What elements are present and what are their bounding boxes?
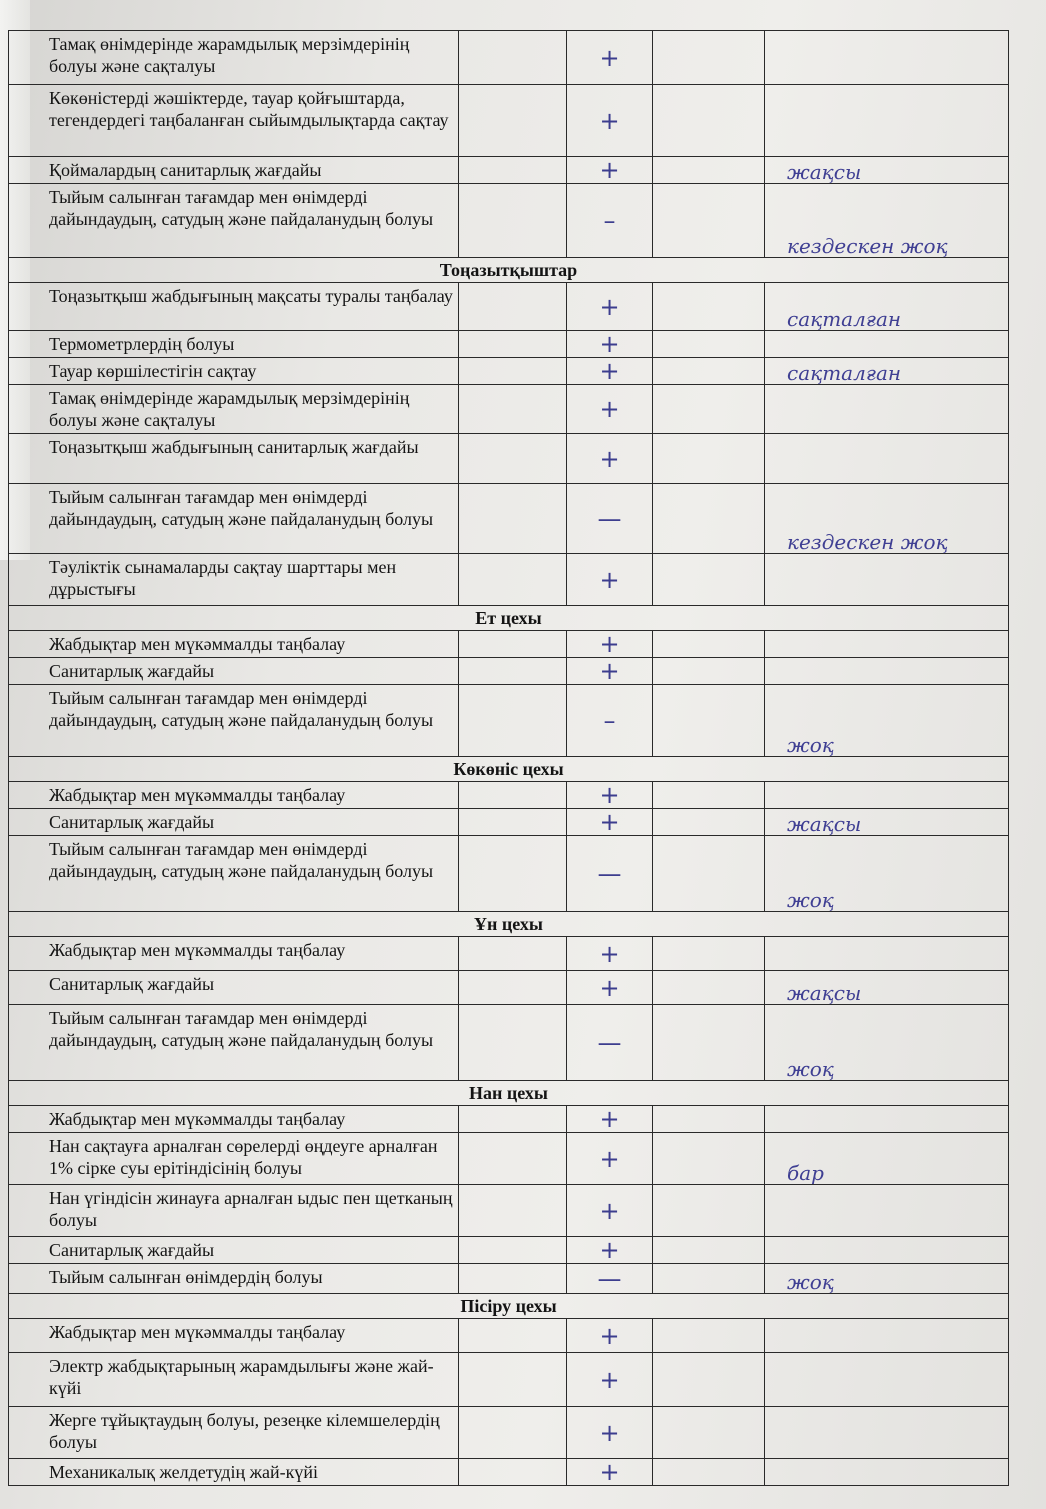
empty-cell (653, 1237, 765, 1264)
checklist-row (9, 782, 1009, 809)
criterion-text: Жабдықтар мен мүкәммалды таңбалау (9, 1106, 459, 1133)
compliance-mark: — (567, 836, 653, 912)
compliance-mark: + (567, 385, 653, 434)
checklist-row (9, 1133, 1009, 1185)
criterion-text: Тыйым салынған тағамдар мен өнімдерді дайындаудың, сатудың және пайдаланудың болуы (9, 484, 459, 554)
checklist-row (9, 484, 1009, 554)
checklist-row (9, 331, 1009, 358)
compliance-mark: + (567, 809, 653, 836)
empty-cell (459, 809, 567, 836)
criterion-text: Санитарлық жағдайы (9, 1237, 459, 1264)
handwritten-note (765, 937, 1009, 971)
criterion-text: Электр жабдықтарының жарамдылығы және жай-күйі (9, 1353, 459, 1407)
empty-cell (459, 358, 567, 385)
empty-cell (653, 484, 765, 554)
handwritten-note: жоқ (765, 1005, 1009, 1081)
handwritten-note: жақсы (765, 809, 1009, 836)
checklist-row (9, 631, 1009, 658)
handwritten-note: жақсы (765, 157, 1009, 184)
handwritten-note: сақталған (765, 358, 1009, 385)
section-title: Тоңазытқыштар (9, 258, 1009, 283)
section-title: Ет цехы (9, 606, 1009, 631)
section-title: Көкөніс цехы (9, 757, 1009, 782)
section-header-row (9, 606, 1009, 631)
empty-cell (459, 1459, 567, 1486)
handwritten-note (765, 1237, 1009, 1264)
empty-cell (653, 1185, 765, 1237)
empty-cell (653, 1005, 765, 1081)
empty-cell (459, 283, 567, 331)
empty-cell (459, 658, 567, 685)
checklist-row (9, 1106, 1009, 1133)
handwritten-note: бар (765, 1133, 1009, 1185)
criterion-text: Механикалық желдетудің жай-күйі (9, 1459, 459, 1486)
empty-cell (459, 31, 567, 85)
empty-cell (459, 782, 567, 809)
empty-cell (459, 484, 567, 554)
checklist-row (9, 283, 1009, 331)
empty-cell (459, 1237, 567, 1264)
handwritten-note: сақталған (765, 283, 1009, 331)
empty-cell (653, 31, 765, 85)
empty-cell (459, 937, 567, 971)
empty-cell (653, 1319, 765, 1353)
compliance-mark: + (567, 1459, 653, 1486)
checklist-row (9, 1185, 1009, 1237)
compliance-mark: + (567, 283, 653, 331)
section-header-row (9, 1294, 1009, 1319)
checklist-row (9, 809, 1009, 836)
compliance-mark: + (567, 631, 653, 658)
criterion-text: Санитарлық жағдайы (9, 809, 459, 836)
criterion-text: Санитарлық жағдайы (9, 971, 459, 1005)
handwritten-note: кездескен жоқ (765, 184, 1009, 258)
criterion-text: Тыйым салынған тағамдар мен өнімдерді дайындаудың, сатудың және пайдаланудың болуы (9, 184, 459, 258)
empty-cell (653, 385, 765, 434)
compliance-mark: — (567, 484, 653, 554)
section-header-row (9, 258, 1009, 283)
section-title: Пісіру цехы (9, 1294, 1009, 1319)
checklist-row (9, 1319, 1009, 1353)
empty-cell (653, 937, 765, 971)
empty-cell (459, 385, 567, 434)
compliance-mark: + (567, 782, 653, 809)
checklist-row (9, 85, 1009, 157)
empty-cell (459, 1407, 567, 1459)
criterion-text: Көкөністерді жәшіктерде, тауар қойғыштарда, тегендердегі таңбаланған сыйымдылықтарда сақтау (9, 85, 459, 157)
handwritten-note (765, 434, 1009, 484)
handwritten-note (765, 385, 1009, 434)
empty-cell (653, 631, 765, 658)
handwritten-note: кездескен жоқ (765, 484, 1009, 554)
criterion-text: Жабдықтар мен мүкәммалды таңбалау (9, 782, 459, 809)
compliance-mark: + (567, 937, 653, 971)
checklist-row (9, 1459, 1009, 1486)
section-header-row (9, 1081, 1009, 1106)
criterion-text: Санитарлық жағдайы (9, 658, 459, 685)
empty-cell (459, 685, 567, 757)
empty-cell (459, 1264, 567, 1294)
criterion-text: Тыйым салынған тағамдар мен өнімдерді дайындаудың, сатудың және пайдаланудың болуы (9, 685, 459, 757)
empty-cell (653, 157, 765, 184)
empty-cell (653, 1407, 765, 1459)
empty-cell (653, 434, 765, 484)
empty-cell (653, 836, 765, 912)
checklist-row (9, 1264, 1009, 1294)
empty-cell (653, 1353, 765, 1407)
handwritten-note (765, 1319, 1009, 1353)
criterion-text: Тамақ өнімдерінде жарамдылық мерзімдерінің болуы және сақталуы (9, 31, 459, 85)
empty-cell (459, 1106, 567, 1133)
checklist-row (9, 385, 1009, 434)
empty-cell (653, 782, 765, 809)
handwritten-note: жоқ (765, 685, 1009, 757)
empty-cell (653, 1133, 765, 1185)
compliance-mark: + (567, 554, 653, 606)
criterion-text: Тоңазытқыш жабдығының санитарлық жағдайы (9, 434, 459, 484)
empty-cell (459, 331, 567, 358)
compliance-mark: — (567, 1005, 653, 1081)
handwritten-note (765, 1106, 1009, 1133)
empty-cell (459, 554, 567, 606)
handwritten-note (765, 85, 1009, 157)
criterion-text: Тыйым салынған тағамдар мен өнімдерді дайындаудың, сатудың және пайдаланудың болуы (9, 1005, 459, 1081)
checklist-row (9, 31, 1009, 85)
criterion-text: Жабдықтар мен мүкәммалды таңбалау (9, 937, 459, 971)
compliance-mark: + (567, 1319, 653, 1353)
empty-cell (653, 971, 765, 1005)
checklist-row (9, 685, 1009, 757)
criterion-text: Тыйым салынған өнімдердің болуы (9, 1264, 459, 1294)
empty-cell (459, 1133, 567, 1185)
checklist-row (9, 658, 1009, 685)
empty-cell (653, 685, 765, 757)
criterion-text: Тауар көршілестігін сақтау (9, 358, 459, 385)
section-title: Нан цехы (9, 1081, 1009, 1106)
empty-cell (653, 1106, 765, 1133)
compliance-mark: – (567, 685, 653, 757)
checklist-row (9, 937, 1009, 971)
handwritten-note: жақсы (765, 971, 1009, 1005)
compliance-mark: + (567, 85, 653, 157)
compliance-mark: + (567, 1133, 653, 1185)
compliance-mark: + (567, 358, 653, 385)
criterion-text: Қоймалардың санитарлық жағдайы (9, 157, 459, 184)
checklist-row (9, 434, 1009, 484)
handwritten-note (765, 331, 1009, 358)
checklist-row (9, 358, 1009, 385)
empty-cell (459, 157, 567, 184)
criterion-text: Термометрлердің болуы (9, 331, 459, 358)
section-header-row (9, 912, 1009, 937)
handwritten-note (765, 658, 1009, 685)
criterion-text: Нан үгіндісін жинауға арналған ыдыс пен щетканың болуы (9, 1185, 459, 1237)
criterion-text: Нан сақтауға арналған сөрелерді өңдеуге арналған 1% сірке суы ерітіндісінің болуы (9, 1133, 459, 1185)
handwritten-note: жоқ (765, 1264, 1009, 1294)
empty-cell (653, 331, 765, 358)
checklist-row (9, 1407, 1009, 1459)
compliance-mark: — (567, 1264, 653, 1294)
checklist-row (9, 1237, 1009, 1264)
checklist-row (9, 836, 1009, 912)
compliance-mark: + (567, 1106, 653, 1133)
empty-cell (653, 85, 765, 157)
criterion-text: Тамақ өнімдерінде жарамдылық мерзімдерінің болуы және сақталуы (9, 385, 459, 434)
criterion-text: Жерге тұйықтаудың болуы, резеңке кілемшелердің болуы (9, 1407, 459, 1459)
compliance-mark: + (567, 157, 653, 184)
compliance-mark: + (567, 1237, 653, 1264)
empty-cell (653, 184, 765, 258)
criterion-text: Тыйым салынған тағамдар мен өнімдерді дайындаудың, сатудың және пайдаланудың болуы (9, 836, 459, 912)
empty-cell (459, 184, 567, 258)
handwritten-note (765, 1459, 1009, 1486)
empty-cell (653, 1459, 765, 1486)
compliance-mark: + (567, 1407, 653, 1459)
empty-cell (653, 1264, 765, 1294)
checklist-row (9, 157, 1009, 184)
compliance-mark: – (567, 184, 653, 258)
inspection-checklist-table (8, 30, 1009, 1486)
compliance-mark: + (567, 434, 653, 484)
handwritten-note (765, 782, 1009, 809)
section-title: Ұн цехы (9, 912, 1009, 937)
handwritten-note (765, 31, 1009, 85)
compliance-mark: + (567, 658, 653, 685)
checklist-row (9, 554, 1009, 606)
empty-cell (459, 1353, 567, 1407)
checklist-row (9, 1005, 1009, 1081)
section-header-row (9, 757, 1009, 782)
empty-cell (459, 971, 567, 1005)
handwritten-note (765, 1353, 1009, 1407)
criterion-text: Тоңазытқыш жабдығының мақсаты туралы таңбалау (9, 283, 459, 331)
empty-cell (459, 631, 567, 658)
empty-cell (459, 1005, 567, 1081)
empty-cell (653, 809, 765, 836)
empty-cell (459, 434, 567, 484)
handwritten-note (765, 1185, 1009, 1237)
criterion-text: Тәуліктік сынамаларды сақтау шарттары мен дұрыстығы (9, 554, 459, 606)
compliance-mark: + (567, 971, 653, 1005)
handwritten-note (765, 554, 1009, 606)
checklist-row (9, 1353, 1009, 1407)
checklist-row (9, 184, 1009, 258)
handwritten-note: жоқ (765, 836, 1009, 912)
empty-cell (459, 836, 567, 912)
compliance-mark: + (567, 1353, 653, 1407)
empty-cell (653, 358, 765, 385)
criterion-text: Жабдықтар мен мүкәммалды таңбалау (9, 631, 459, 658)
compliance-mark: + (567, 31, 653, 85)
compliance-mark: + (567, 331, 653, 358)
handwritten-note (765, 1407, 1009, 1459)
empty-cell (653, 554, 765, 606)
empty-cell (459, 1319, 567, 1353)
checklist-row (9, 971, 1009, 1005)
handwritten-note (765, 631, 1009, 658)
empty-cell (459, 85, 567, 157)
empty-cell (459, 1185, 567, 1237)
criterion-text: Жабдықтар мен мүкәммалды таңбалау (9, 1319, 459, 1353)
empty-cell (653, 658, 765, 685)
compliance-mark: + (567, 1185, 653, 1237)
empty-cell (653, 283, 765, 331)
